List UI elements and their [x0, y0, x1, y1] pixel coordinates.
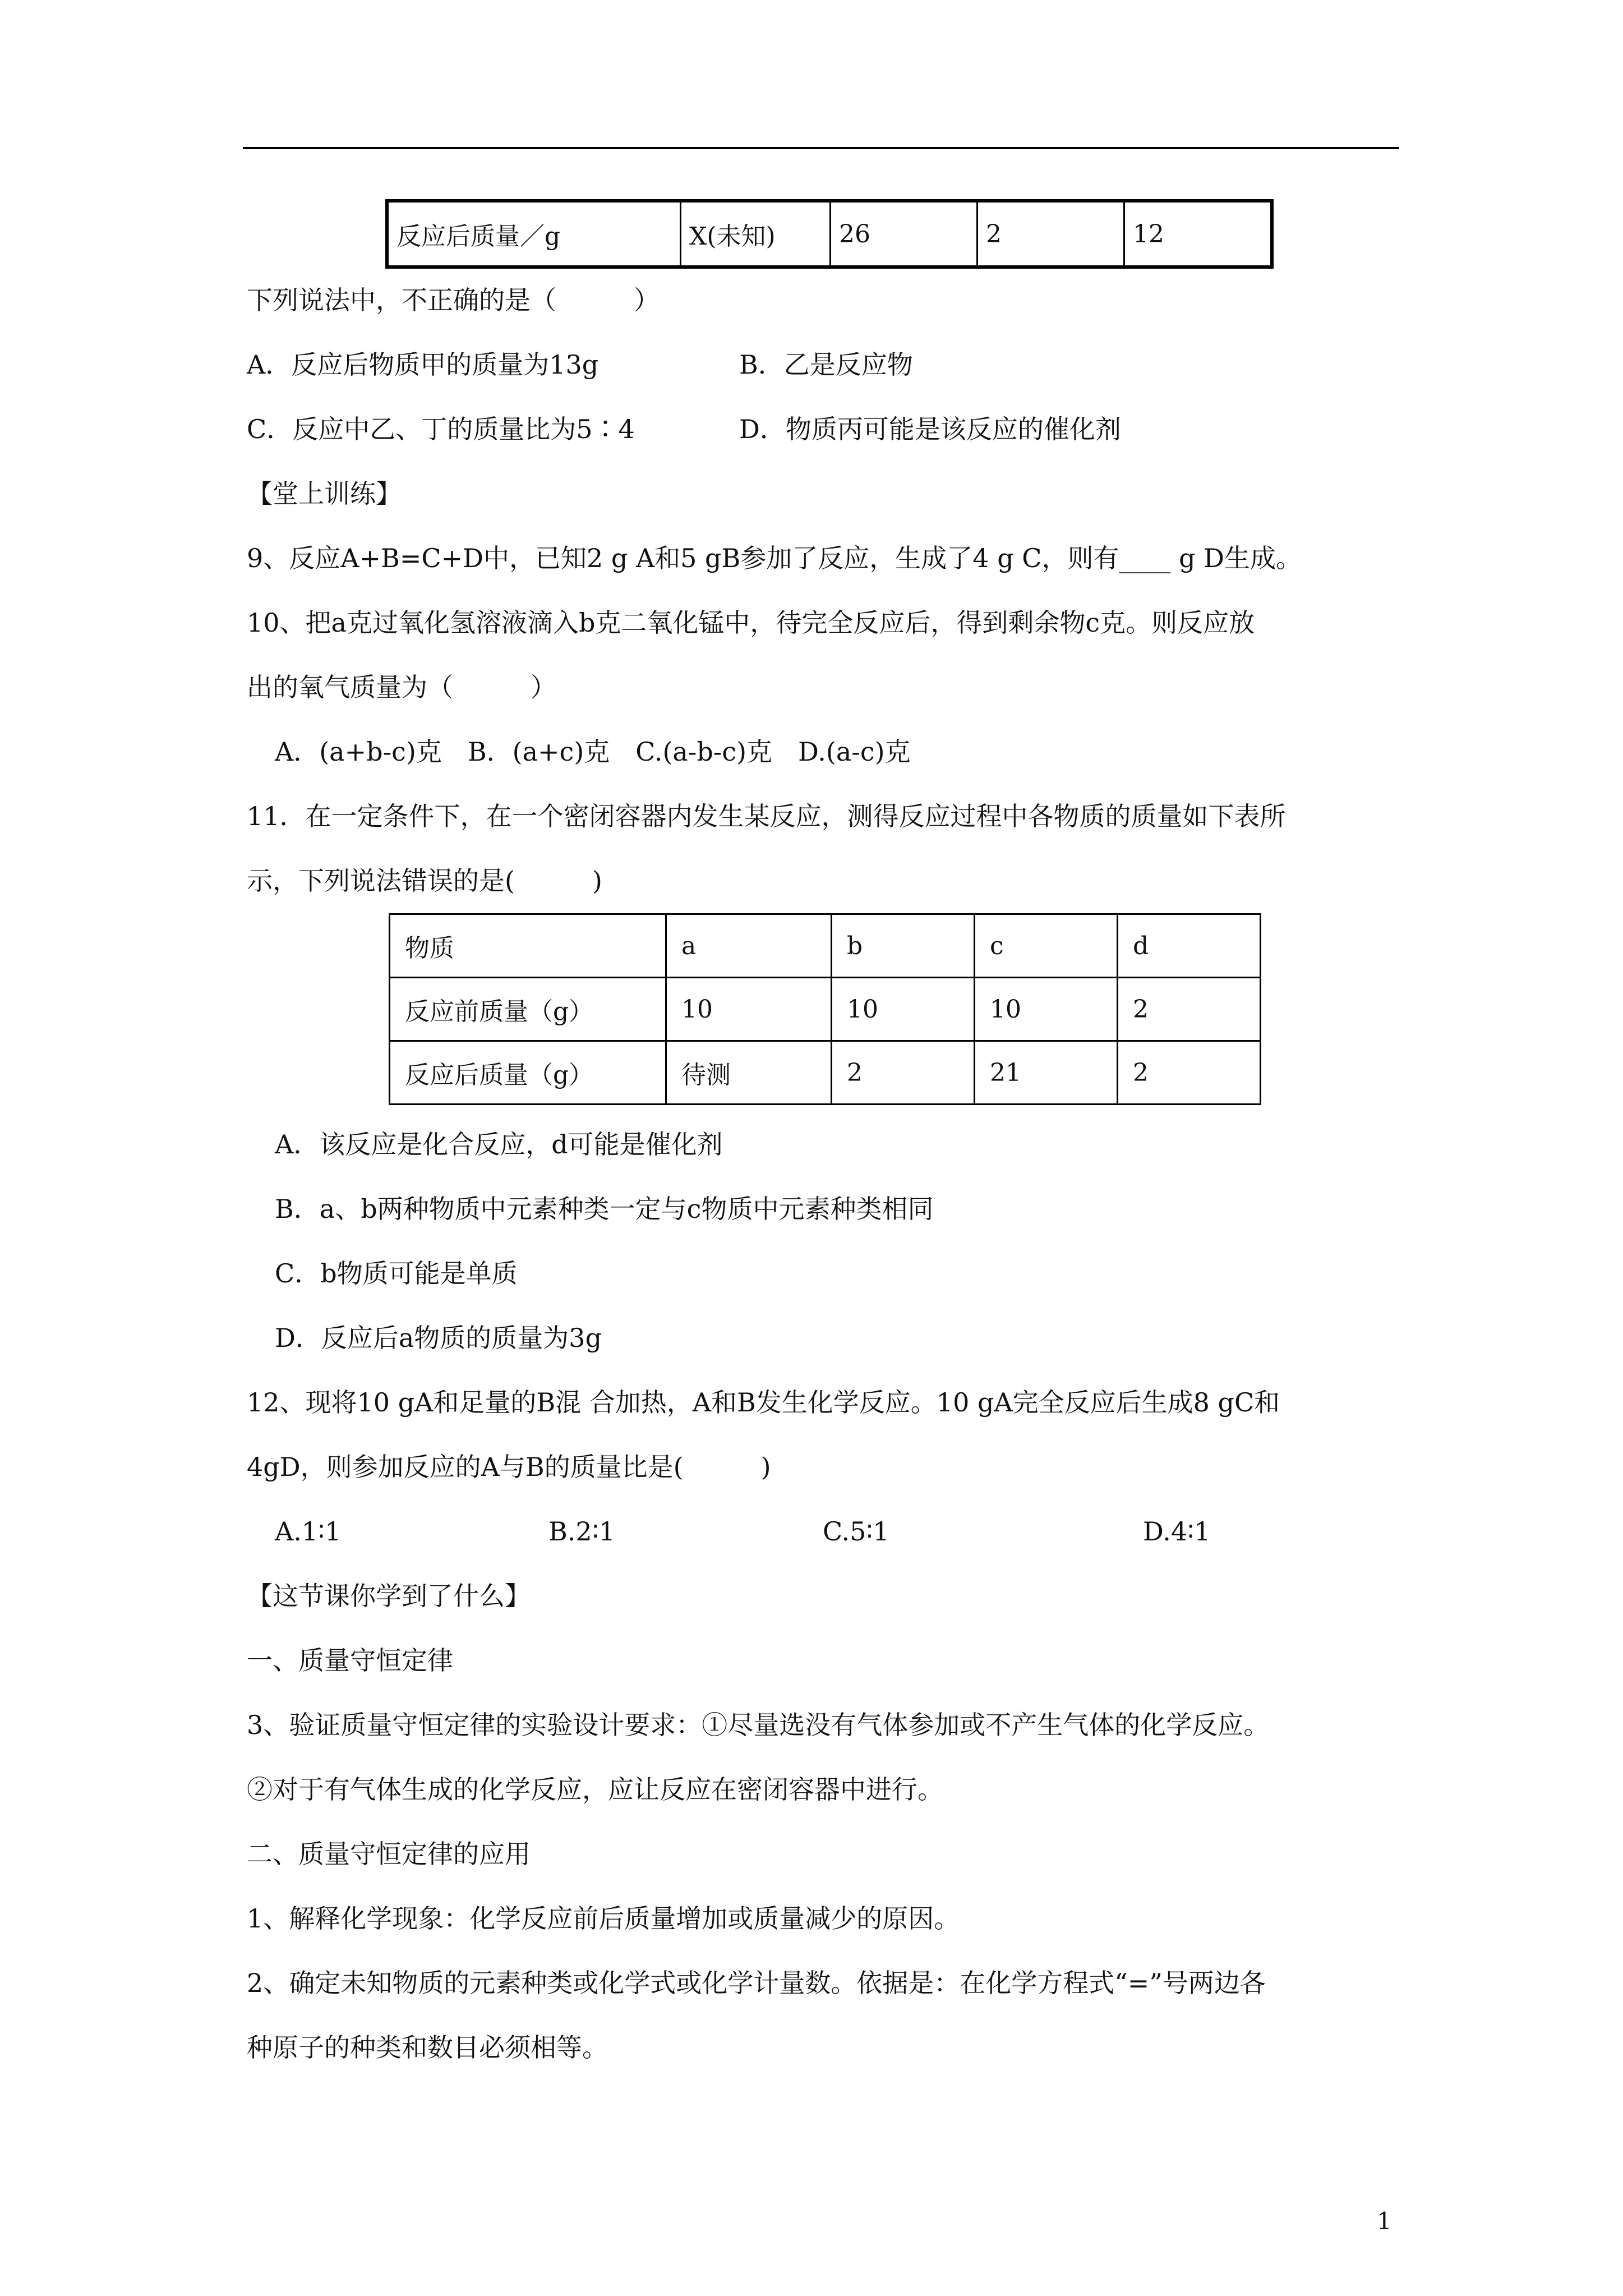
question-12-line1: 12、现将10 gA和足量的B混 合加热，A和B发生化学反应。10 gA完全反应后生成8 gC和: [247, 1387, 1280, 1418]
summary-point-2-2-line2: 种原子的种类和数目必须相等。: [247, 2032, 608, 2063]
table-cell: 2: [1118, 1041, 1261, 1105]
table-cell: 物质: [390, 914, 666, 978]
table-row: [390, 914, 1261, 978]
question-12-option-d: D.4∶1: [1143, 1516, 1211, 1547]
option-a: A．反应后物质甲的质量为13g: [247, 349, 599, 380]
summary-point-3-line2: ②对于有气体生成的化学反应，应让反应在密闭容器中进行。: [247, 1774, 943, 1805]
question-11-option-c: C．b物质可能是单质: [275, 1258, 518, 1289]
question-11-option-d: D．反应后a物质的质量为3g: [275, 1323, 602, 1353]
question-12-option-b: B.2∶1: [548, 1516, 615, 1547]
table-cell: d: [1118, 914, 1261, 978]
section-heading: 【堂上训练】: [247, 478, 402, 509]
page-number: 1: [1377, 2207, 1392, 2235]
table-cell: 反应后质量／g: [387, 201, 681, 267]
question-11-option-a: A．该反应是化合反应，d可能是催化剂: [275, 1129, 723, 1159]
table-cell: a: [666, 914, 832, 978]
question-11-line2: 示，下列说法错误的是( ): [247, 866, 602, 896]
option-d: D．物质丙可能是该反应的催化剂: [739, 414, 1121, 444]
summary-point-2-1: 1、解释化学现象：化学反应前后质量增加或质量减少的原因。: [247, 1903, 960, 1934]
question-12-line2: 4gD，则参加反应的A与B的质量比是( ): [247, 1452, 771, 1482]
option-b: B．乙是反应物: [739, 349, 913, 380]
summary-heading: 【这节课你学到了什么】: [247, 1581, 531, 1611]
table-cell: c: [975, 914, 1118, 978]
summary-point-3-line1: 3、验证质量守恒定律的实验设计要求：①尽量选没有气体参加或不产生气体的化学反应。: [247, 1710, 1270, 1740]
table-cell: 10: [832, 978, 975, 1041]
table-cell: 12: [1124, 201, 1272, 267]
table-cell: 2: [1118, 978, 1261, 1041]
header-rule: [243, 147, 1399, 149]
table-cell: 反应后质量（g）: [390, 1041, 666, 1105]
table-cell: 2: [832, 1041, 975, 1105]
question-10-line1: 10、把a克过氧化氢溶液滴入b克二氧化锰中，待完全反应后，得到剩余物c克。则反应放: [247, 608, 1255, 638]
question-11-line1: 11．在一定条件下，在一个密闭容器内发生某反应，测得反应过程中各物质的质量如下表所: [247, 801, 1286, 831]
question-stem: 下列说法中，不正确的是（ ）: [247, 285, 660, 315]
table-row: [387, 201, 1272, 267]
question-9: 9、反应A+B=C+D中，已知2 g A和5 gB参加了反应，生成了4 g C，则有____ g D生成。: [247, 543, 1302, 573]
question-10-line2: 出的氧气质量为（ ）: [247, 672, 556, 702]
table-cell: 21: [975, 1041, 1118, 1105]
question-12-option-a: A.1∶1: [275, 1516, 342, 1547]
table-cell: X(未知): [681, 201, 831, 267]
table-cell: b: [832, 914, 975, 978]
question-11-option-b: B．a、b两种物质中元素种类一定与c物质中元素种类相同: [275, 1194, 934, 1224]
summary-point-2-2-line1: 2、确定未知物质的元素种类或化学式或化学计量数。依据是：在化学方程式“=”号两边各: [247, 1968, 1266, 1998]
mass-table-continued: [385, 199, 1274, 269]
summary-section-1: 一、质量守恒定律: [247, 1645, 453, 1676]
mass-table: [389, 913, 1261, 1105]
table-cell: 待测: [666, 1041, 832, 1105]
table-row: [390, 978, 1261, 1041]
table-cell: 反应前质量（g）: [390, 978, 666, 1041]
summary-section-2: 二、质量守恒定律的应用: [247, 1839, 531, 1869]
table-cell: 2: [978, 201, 1124, 267]
table-row: [390, 1041, 1261, 1105]
option-c: C．反应中乙、丁的质量比为5∶4: [247, 414, 635, 444]
table-cell: 10: [975, 978, 1118, 1041]
table-cell: 10: [666, 978, 832, 1041]
question-10-options: A．(a+b-c)克 B．(a+c)克 C.(a-b-c)克 D.(a-c)克: [275, 737, 911, 767]
question-12-option-c: C.5∶1: [823, 1516, 889, 1547]
table-cell: 26: [831, 201, 978, 267]
